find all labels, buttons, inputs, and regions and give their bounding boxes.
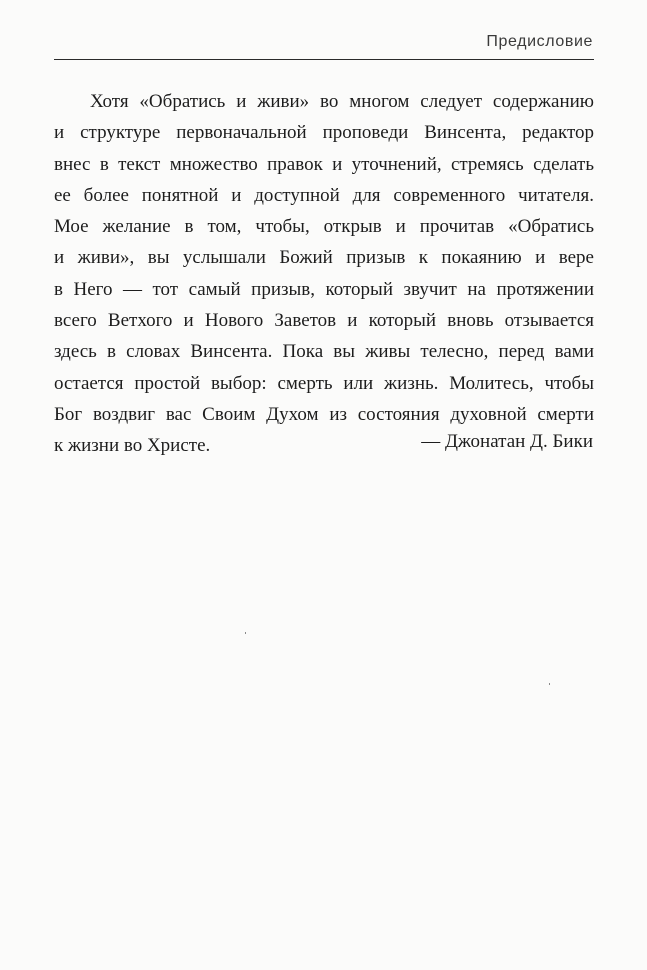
paragraph-line: Мое желание в том, чтобы, открыв и прочитав «Обратись [54, 216, 594, 238]
paper-speck [245, 632, 246, 634]
paragraph-line: к жизни во Христе. [54, 435, 211, 457]
paragraph-line: остается простой выбор: смерть или жизнь. Молитесь, чтобы [54, 372, 594, 394]
preface-paragraph [54, 86, 594, 462]
paragraph-line: ее более понятной и доступной для современного читателя. [54, 184, 594, 206]
paragraph-line: и структуре первоначальной проповеди Винсента, редактор [54, 122, 594, 144]
paper-speck [549, 683, 550, 685]
paragraph-line: внес в текст множество правок и уточнений, стремясь сделать [54, 153, 594, 175]
running-head: Предисловие [486, 33, 593, 50]
paragraph-line: Хотя «Обратись и живи» во многом следует содержанию [90, 91, 594, 112]
paragraph-line: и живи», вы услышали Божий призыв к покаянию и вере [54, 247, 594, 269]
paragraph-line: всего Ветхого и Нового Заветов и который вновь отзывается [54, 310, 594, 332]
paragraph-line: в Него — тот самый призыв, который звучит на протяжении [54, 278, 594, 300]
author-signature: — Джонатан Д. Бики [421, 431, 593, 452]
header-rule [54, 59, 594, 60]
paragraph-line: Бог воздвиг вас Своим Духом из состояния духовной смерти [54, 403, 594, 425]
paragraph-line: здесь в словах Винсента. Пока вы живы телесно, перед вами [54, 341, 594, 363]
